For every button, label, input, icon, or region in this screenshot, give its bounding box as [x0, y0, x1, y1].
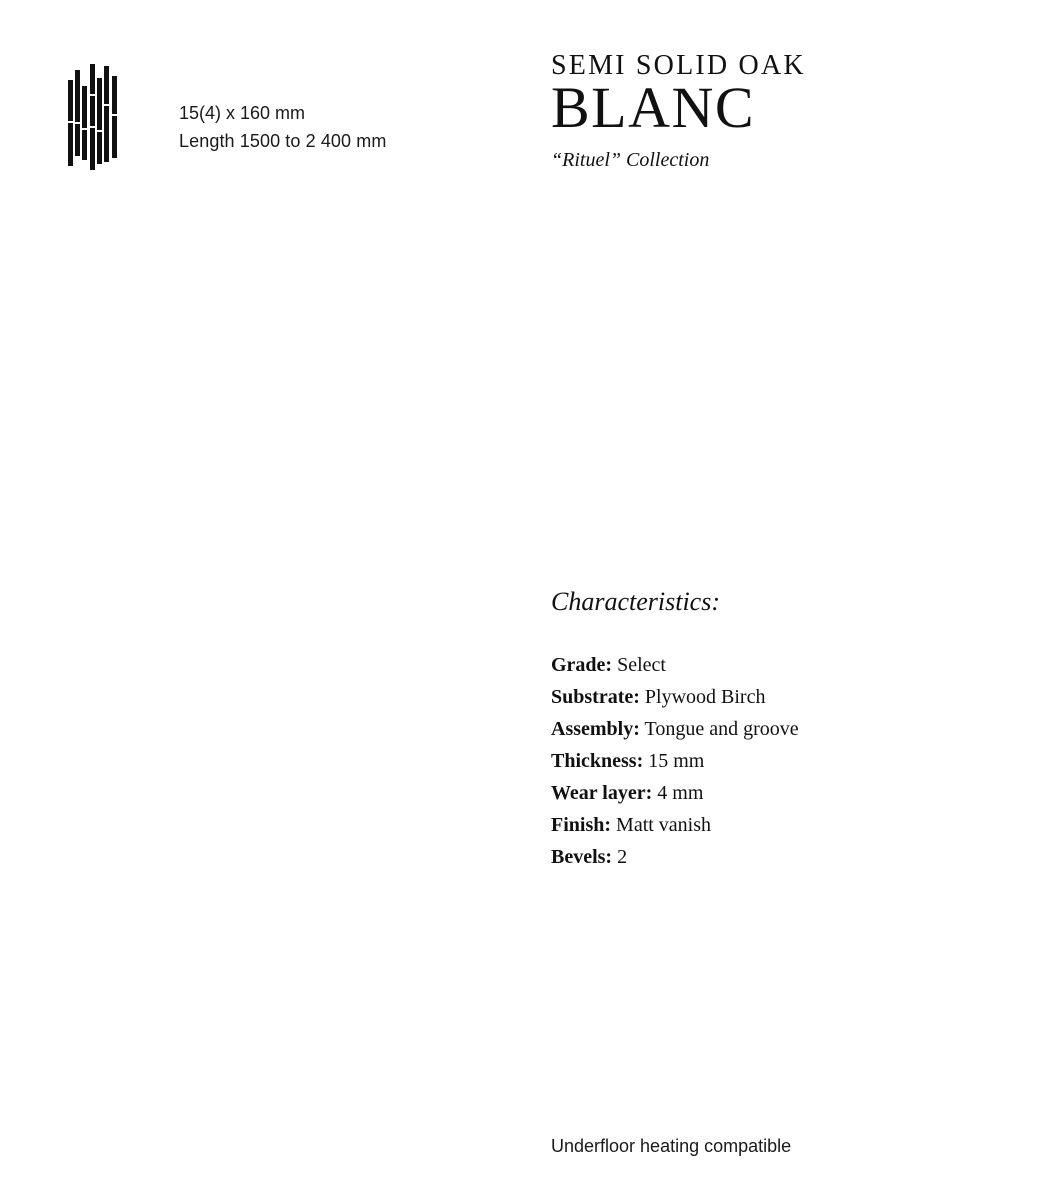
- spec-item-substrate: [551, 681, 799, 713]
- title-block: [551, 50, 806, 172]
- plank-size: 15(4) x 160 mm: [179, 103, 306, 123]
- collection-name: “Rituel” Collection: [551, 149, 710, 171]
- plank-pattern-icon: [66, 60, 122, 172]
- spec-value: Matt vanish: [616, 814, 712, 836]
- product-name: BLANC: [551, 75, 756, 140]
- spec-label: Grade:: [551, 654, 613, 676]
- spec-label: Substrate:: [551, 686, 640, 708]
- spec-value: Select: [617, 654, 666, 676]
- spec-item-finish: [551, 809, 799, 841]
- spec-value: Plywood Birch: [644, 686, 766, 708]
- product-category: SEMI SOLID OAK: [551, 50, 806, 81]
- plank-length: Length 1500 to 2 400 mm: [179, 131, 387, 151]
- spec-value: 4 mm: [657, 782, 704, 804]
- spec-label: Finish:: [551, 814, 612, 836]
- dimensions-block: [179, 99, 386, 155]
- spec-value: 2: [617, 846, 628, 868]
- spec-item-wear-layer: [551, 777, 799, 809]
- spec-label: Assembly:: [551, 718, 640, 740]
- characteristics-heading: Characteristics:: [551, 587, 720, 616]
- spec-value: Tongue and groove: [644, 718, 799, 740]
- spec-item-bevels: [551, 841, 799, 873]
- underfloor-heating-note: Underfloor heating compatible: [551, 1136, 792, 1156]
- spec-item-thickness: [551, 745, 799, 777]
- spec-label: Wear layer:: [551, 782, 653, 804]
- spec-item-grade: [551, 649, 799, 681]
- spec-label: Bevels:: [551, 846, 613, 868]
- spec-value: 15 mm: [648, 750, 705, 772]
- spec-label: Thickness:: [551, 750, 644, 772]
- spec-item-assembly: [551, 713, 799, 745]
- characteristics-section: [551, 585, 799, 873]
- characteristics-list: [551, 649, 799, 873]
